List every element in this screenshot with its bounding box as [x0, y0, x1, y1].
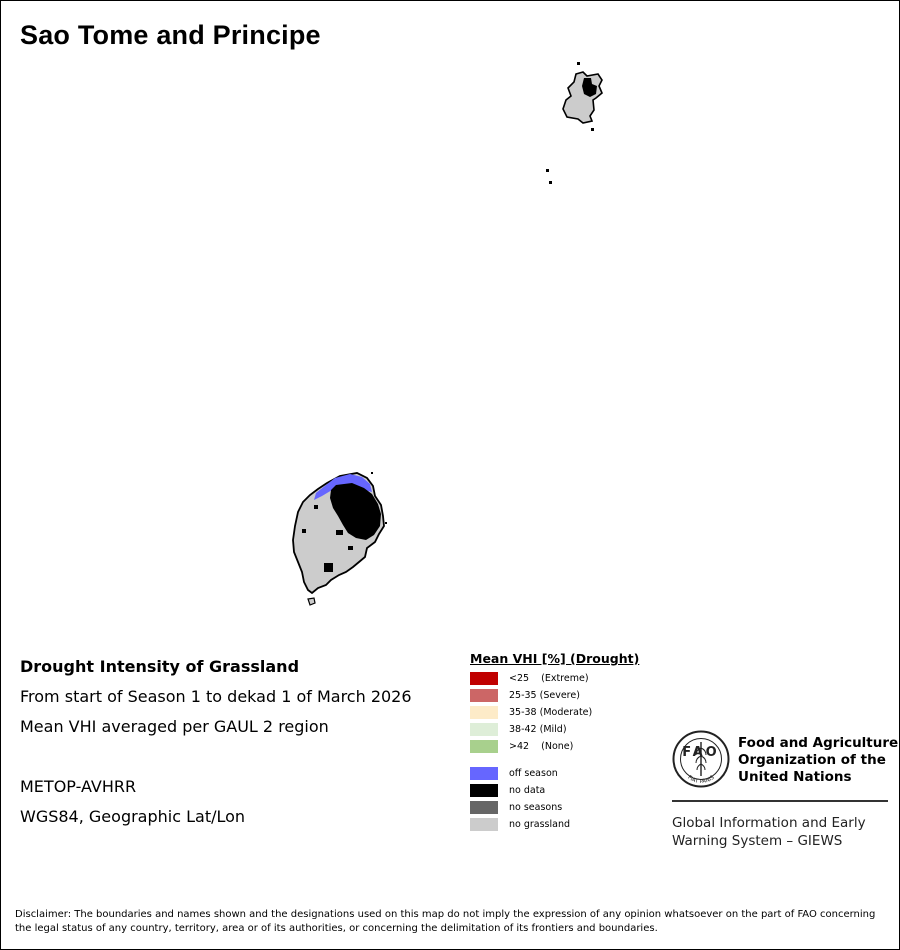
organization-name — [738, 735, 898, 786]
principe-land — [563, 72, 602, 123]
legend-item-no-grassland — [470, 816, 639, 833]
legend-swatch — [470, 672, 498, 685]
legend-swatch — [470, 689, 498, 702]
fao-logo-motto: FIAT PANIS — [686, 774, 716, 786]
islet — [385, 522, 387, 524]
no-data-patch — [302, 529, 306, 533]
legend-swatch — [470, 784, 498, 797]
legend-label: no data — [509, 785, 546, 796]
islet — [371, 472, 373, 474]
legend-label: no grassland — [509, 819, 571, 830]
system-name-line: Global Information and Early — [672, 815, 866, 831]
legend-label: no seasons — [509, 802, 563, 813]
tinhosas-islet — [546, 169, 549, 172]
principe-island — [546, 62, 602, 184]
legend-swatch — [470, 818, 498, 831]
fao-logo-text: FAO — [682, 745, 720, 760]
projection-label: WGS84, Geographic Lat/Lon — [20, 807, 246, 826]
principe-islet — [591, 128, 594, 131]
organization-name-line: United Nations — [738, 769, 852, 785]
product-title: Drought Intensity of Grassland — [20, 657, 300, 676]
system-name-line: Warning System – GIEWS — [672, 833, 843, 849]
legend-item-extreme — [470, 670, 639, 687]
divider — [672, 800, 888, 802]
organization-name-line: Food and Agriculture — [738, 735, 899, 751]
legend-item-no-seasons — [470, 799, 639, 816]
no-data-patch — [336, 530, 343, 535]
fao-logo-icon — [672, 730, 730, 788]
legend-item-moderate — [470, 704, 639, 721]
tinhosas-islet — [549, 181, 552, 184]
legend-label: <25 (Extreme) — [509, 673, 589, 684]
organization-name-line: Organization of the — [738, 752, 886, 768]
legend-item-severe — [470, 687, 639, 704]
sao-tome-island — [293, 472, 387, 605]
legend-label: 38-42 (Mild) — [509, 724, 567, 735]
system-name — [672, 814, 888, 850]
legend-swatch — [470, 706, 498, 719]
legend-title: Mean VHI [%] (Drought) — [470, 651, 640, 666]
legend-swatch — [470, 740, 498, 753]
legend-swatch — [470, 767, 498, 780]
legend-label: >42 (None) — [509, 741, 574, 752]
legend-item-off-season — [470, 765, 639, 782]
legend-label: 35-38 (Moderate) — [509, 707, 593, 718]
no-data-patch — [314, 505, 318, 509]
map-legend — [470, 651, 639, 833]
principe-islet — [577, 62, 580, 65]
no-data-patch — [348, 546, 353, 550]
product-period: From start of Season 1 to dekad 1 of March 2026 — [20, 687, 412, 706]
legend-item-mild — [470, 721, 639, 738]
legend-swatch — [470, 801, 498, 814]
map-title: Sao Tome and Principe — [20, 20, 321, 50]
legend-label: off season — [509, 768, 558, 779]
product-method: Mean VHI averaged per GAUL 2 region — [20, 717, 329, 736]
disclaimer-text: Disclaimer: The boundaries and names shown and the designations used on this map do not imply the expression of any opinion whatsoever on the part of FAO concerning the legal status of any country, territory, area or of its authorities, or concerning the delimitation of its frontiers and boundaries. — [15, 909, 876, 934]
legend-label: 25-35 (Severe) — [509, 690, 580, 701]
legend-item-none — [470, 738, 639, 755]
legend-item-no-data — [470, 782, 639, 799]
rolas-islet — [308, 598, 315, 605]
no-data-patch — [324, 563, 333, 572]
sensor-label: METOP-AVHRR — [20, 777, 137, 796]
legend-swatch — [470, 723, 498, 736]
